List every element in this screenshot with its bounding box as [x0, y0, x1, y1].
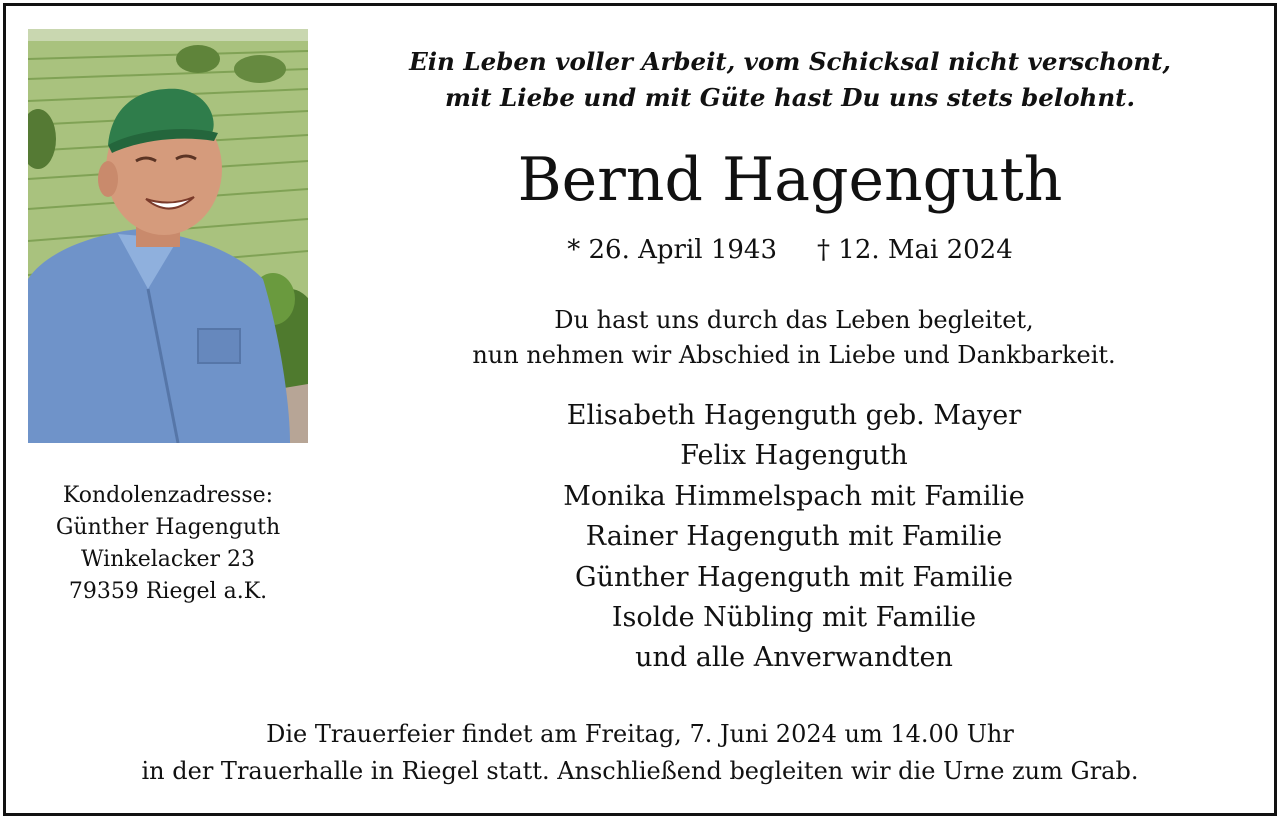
farewell-line-1: Du hast uns durch das Leben begleitet,	[554, 306, 1034, 334]
mourner: Günther Hagenguth mit Familie	[575, 561, 1013, 593]
condolence-address	[28, 480, 308, 608]
service-line-2: in der Trauerhalle in Riegel statt. Anschließend begleiten wir die Urne zum Grab.	[141, 757, 1139, 785]
mourner: Rainer Hagenguth mit Familie	[585, 521, 1003, 553]
life-dates	[370, 232, 1210, 268]
mourner: Elisabeth Hagenguth geb. Mayer	[566, 400, 1022, 431]
birth-date: * 26. April 1943	[567, 235, 778, 265]
deceased-name: Bernd Hagenguth	[517, 145, 1063, 215]
condolence-name: Günther Hagenguth	[55, 515, 281, 540]
condolence-street: Winkelacker 23	[80, 547, 256, 572]
mourner: Isolde Nübling mit Familie	[611, 602, 977, 634]
death-date: † 12. Mai 2024	[817, 235, 1013, 265]
motto-verse	[370, 44, 1210, 116]
mourners-list	[370, 396, 1218, 679]
farewell-text	[370, 303, 1218, 373]
service-info	[20, 716, 1260, 790]
mourner: Felix Hagenguth	[680, 440, 908, 472]
motto-line-2: mit Liebe und mit Güte hast Du uns stets belohnt.	[444, 83, 1136, 112]
service-line-1: Die Trauerfeier findet am Freitag, 7. Juni 2024 um 14.00 Uhr	[266, 720, 1014, 748]
portrait-photo	[28, 29, 308, 443]
farewell-line-2: nun nehmen wir Abschied in Liebe und Dankbarkeit.	[472, 341, 1116, 369]
condolence-label: Kondolenzadresse:	[62, 483, 274, 508]
motto-line-1: Ein Leben voller Arbeit, vom Schicksal nicht verschont,	[409, 47, 1171, 76]
condolence-city: 79359 Riegel a.K.	[68, 579, 268, 604]
mourner: und alle Anverwandten	[635, 642, 953, 674]
mourner: Monika Himmelspach mit Familie	[563, 480, 1025, 512]
